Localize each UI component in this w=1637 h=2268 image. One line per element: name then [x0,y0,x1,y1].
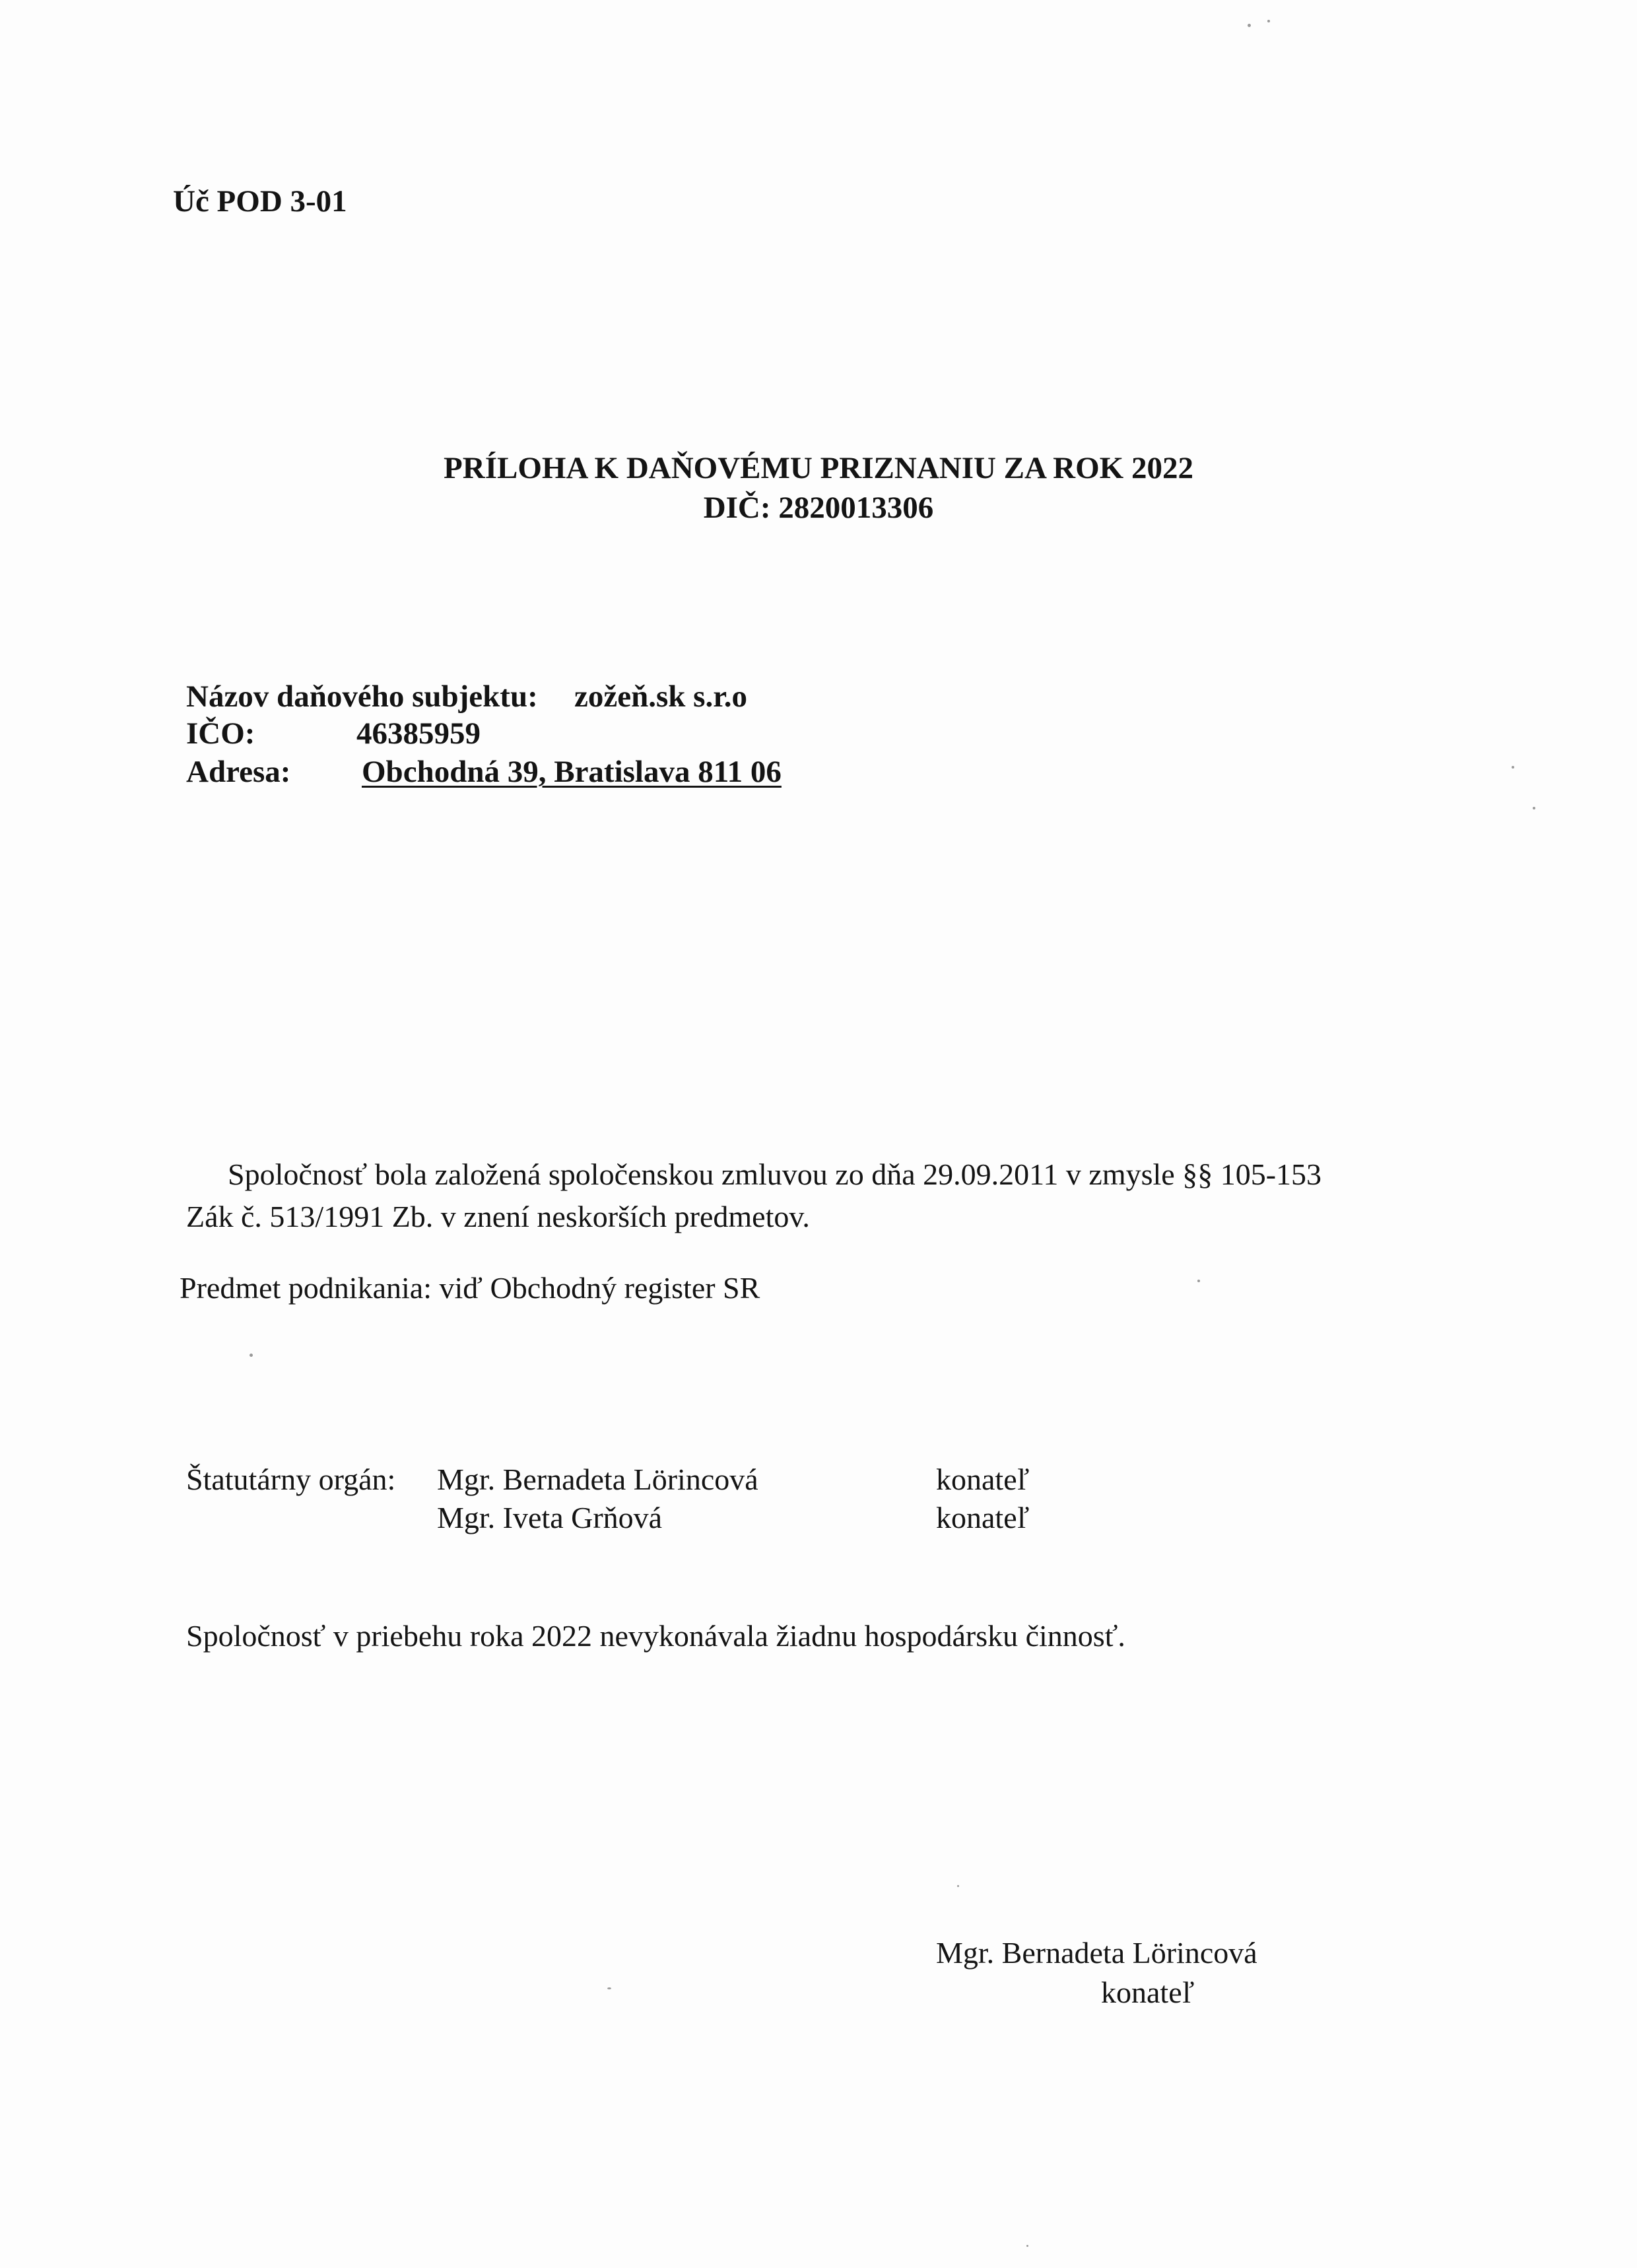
business-subject: Predmet podnikania: viď Obchodný register SR [180,1271,760,1305]
document-title: PRÍLOHA K DAŇOVÉMU PRIZNANIU ZA ROK 2022 [444,451,1193,485]
subject-name-value: zožeň.sk s.r.o [574,679,747,714]
scan-speck [957,1885,959,1887]
scan-speck [607,1987,611,1989]
scan-speck [1512,766,1514,769]
statutory-member-role: konateľ [936,1501,1030,1534]
tax-id: DIČ: 2820013306 [703,491,934,525]
scan-speck [1026,2245,1028,2247]
address-label: Adresa: [186,755,291,789]
founding-statement-line1: Spoločnosť bola založená spoločenskou zmluvou zo dňa 29.09.2011 v zmysle §§ 105-153 [228,1157,1322,1191]
scan-speck [250,1354,253,1357]
statutory-member-role: konateľ [936,1462,1030,1496]
founding-statement-line2: Zák č. 513/1991 Zb. v znení neskorších predmetov. [186,1200,810,1233]
ico-label: IČO: [186,716,255,751]
scan-speck [1533,807,1535,809]
document-code: Úč POD 3-01 [173,184,347,219]
activity-statement: Spoločnosť v priebehu roka 2022 nevykonávala žiadnu hospodársku činnosť. [186,1619,1125,1653]
statutory-member-name: Mgr. Bernadeta Lörincová [437,1462,758,1496]
signatory-name: Mgr. Bernadeta Lörincová [936,1936,1257,1970]
scan-speck [1267,20,1270,22]
subject-name-label: Názov daňového subjektu: [186,679,538,714]
ico-value: 46385959 [356,716,481,751]
statutory-body-label: Štatutárny orgán: [186,1462,396,1496]
address-value: Obchodná 39, Bratislava 811 06 [362,755,782,789]
signatory-role: konateľ [1101,1976,1195,2009]
statutory-member-name: Mgr. Iveta Grňová [437,1501,663,1534]
scan-speck [1197,1280,1200,1282]
scan-speck [1248,24,1251,27]
